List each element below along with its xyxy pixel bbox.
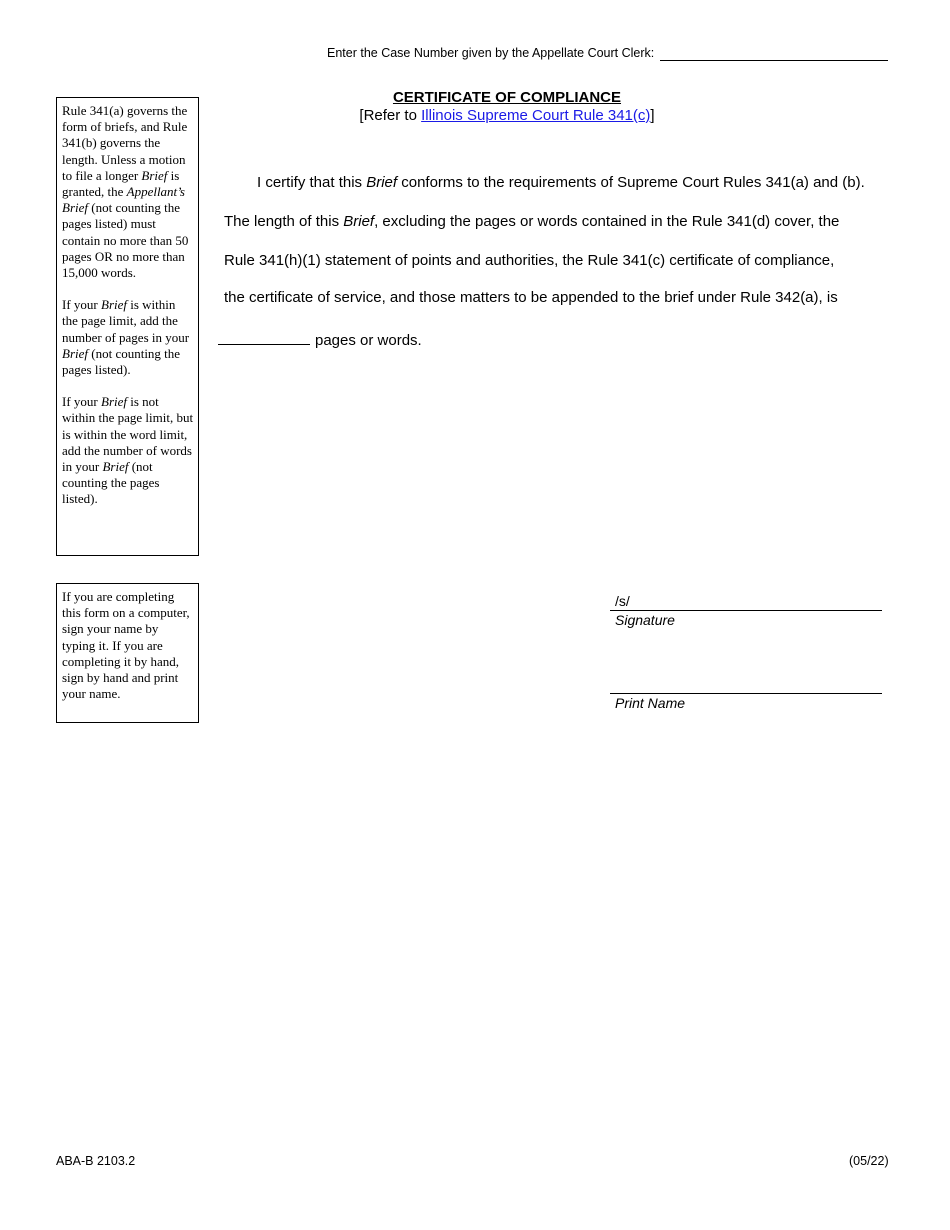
refer-prefix: [Refer to xyxy=(359,107,422,124)
certification-line-2: The length of this Brief, excluding the pages or words contained in the Rule 341(d) cover, the xyxy=(224,213,840,230)
signature-field[interactable]: /s/ xyxy=(615,593,630,609)
print-name-field[interactable] xyxy=(610,693,882,694)
certification-line-5 xyxy=(218,330,422,349)
certification-line-4: the certificate of service, and those matters to be appended to the brief under Rule 342(a), is xyxy=(224,289,838,306)
print-name-label: Print Name xyxy=(615,695,686,711)
certification-line-1: I certify that this Brief conforms to the requirements of Supreme Court Rules 341(a) and (b). xyxy=(257,174,865,191)
instruction-word-limit: If your Brief is not within the page limit, but is within the word limit, add the number of words in your Brief (not counting the pages listed). xyxy=(62,394,194,507)
form-id: ABA-B 2103.2 xyxy=(56,1154,136,1168)
page-word-count-field[interactable] xyxy=(218,330,310,345)
document-title: CERTIFICATE OF COMPLIANCE xyxy=(392,89,622,106)
pages-or-words-text: pages or words. xyxy=(315,332,422,349)
refer-suffix: ] xyxy=(650,107,655,124)
instruction-page-limit: If your Brief is within the page limit, add the number of pages in your Brief (not counting the pages listed). xyxy=(62,297,190,378)
case-number-field[interactable] xyxy=(660,60,888,61)
instructions-box-length xyxy=(56,97,199,556)
instructions-box-signature xyxy=(56,583,199,723)
signature-label: Signature xyxy=(615,612,675,628)
signature-line xyxy=(610,610,882,611)
instruction-signing: If you are completing this form on a computer, sign your name by typing it. If you are completing it by hand, sign by hand and print your name. xyxy=(62,589,190,702)
instruction-rule-341: Rule 341(a) governs the form of briefs, and Rule 341(b) governs the length. Unless a motion to file a longer Brief is granted, the Appellant’s Brief (not counting the pages listed) must contain no more than 50 pages OR no more than 15,000 words. xyxy=(62,103,189,281)
form-date: (05/22) xyxy=(849,1154,889,1168)
rule-341c-link[interactable]: Illinois Supreme Court Rule 341(c) xyxy=(421,107,651,124)
case-number-label: Enter the Case Number given by the Appellate Court Clerk: xyxy=(327,46,655,60)
certification-line-3: Rule 341(h)(1) statement of points and authorities, the Rule 341(c) certificate of compliance, xyxy=(224,252,835,269)
